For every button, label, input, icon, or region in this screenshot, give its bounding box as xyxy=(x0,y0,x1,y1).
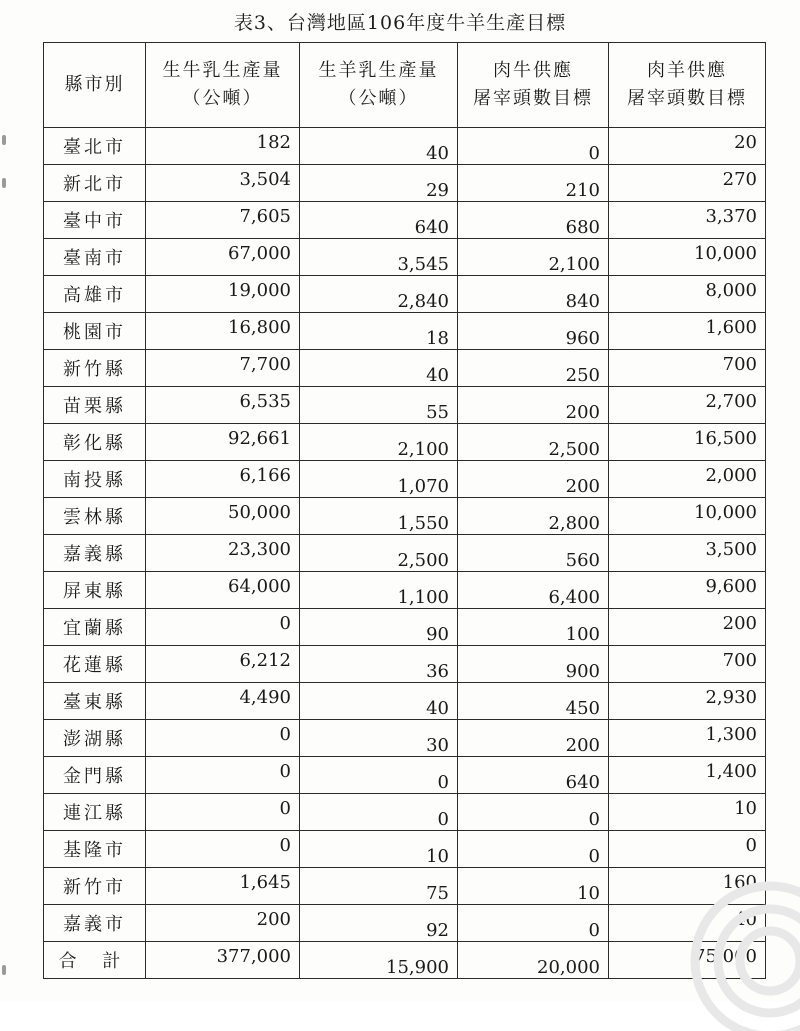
cow-milk-cell: 16,800 xyxy=(146,313,300,350)
county-cell: 屏東縣 xyxy=(44,572,146,609)
table-row xyxy=(44,498,766,535)
mutton-cell: 10,000 xyxy=(609,498,766,535)
county-cell: 彰化縣 xyxy=(44,424,146,461)
mutton-cell: 1,400 xyxy=(609,757,766,794)
table-row xyxy=(44,424,766,461)
goat-milk-cell: 640 xyxy=(300,202,458,239)
total-beef-cell: 20,000 xyxy=(458,942,609,979)
goat-milk-cell: 29 xyxy=(300,165,458,202)
cow-milk-cell: 50,000 xyxy=(146,498,300,535)
goat-milk-cell: 36 xyxy=(300,646,458,683)
table-row xyxy=(44,461,766,498)
county-cell: 臺北市 xyxy=(44,128,146,165)
table-row xyxy=(44,757,766,794)
cow-milk-cell: 0 xyxy=(146,757,300,794)
mutton-cell: 3,500 xyxy=(609,535,766,572)
header-row xyxy=(44,43,766,128)
table-row xyxy=(44,720,766,757)
header-goat-milk-line1: 生羊乳生產量 xyxy=(318,60,439,81)
header-mutton-line2: 屠宰頭數目標 xyxy=(627,88,747,109)
table-row xyxy=(44,165,766,202)
scan-mark xyxy=(2,178,6,188)
table-row xyxy=(44,128,766,165)
watermark-logo xyxy=(670,861,800,1031)
cow-milk-cell: 0 xyxy=(146,609,300,646)
mutton-cell: 160 xyxy=(609,868,766,905)
header-cow-milk xyxy=(146,43,300,128)
goat-milk-cell: 55 xyxy=(300,387,458,424)
total-label-cell: 合 計 xyxy=(44,942,146,979)
table-row xyxy=(44,350,766,387)
cow-milk-cell: 0 xyxy=(146,720,300,757)
total-goat-milk-cell: 15,900 xyxy=(300,942,458,979)
header-beef-line1: 肉牛供應 xyxy=(493,60,573,81)
cow-milk-cell: 0 xyxy=(146,831,300,868)
header-cow-milk-line2: （公噸） xyxy=(182,88,263,109)
goat-milk-cell: 30 xyxy=(300,720,458,757)
beef-cell: 0 xyxy=(458,905,609,942)
mutton-cell: 16,500 xyxy=(609,424,766,461)
county-cell: 新竹縣 xyxy=(44,350,146,387)
mutton-cell: 700 xyxy=(609,646,766,683)
mutton-cell: 40 xyxy=(609,905,766,942)
mutton-cell: 10 xyxy=(609,794,766,831)
table-row xyxy=(44,831,766,868)
header-mutton-line1: 肉羊供應 xyxy=(647,60,727,81)
beef-cell: 200 xyxy=(458,387,609,424)
county-cell: 苗栗縣 xyxy=(44,387,146,424)
county-cell: 南投縣 xyxy=(44,461,146,498)
header-beef xyxy=(458,43,609,128)
table-title: 表3、台灣地區106年度牛羊生產目標 xyxy=(233,12,567,34)
beef-cell: 2,500 xyxy=(458,424,609,461)
county-cell: 新竹市 xyxy=(44,868,146,905)
beef-cell: 680 xyxy=(458,202,609,239)
county-cell: 嘉義市 xyxy=(44,905,146,942)
header-cow-milk-line1: 生牛乳生產量 xyxy=(162,60,283,81)
beef-cell: 0 xyxy=(458,831,609,868)
header-beef-line2: 屠宰頭數目標 xyxy=(473,88,593,109)
beef-cell: 560 xyxy=(458,535,609,572)
cow-milk-cell: 4,490 xyxy=(146,683,300,720)
cow-milk-cell: 19,000 xyxy=(146,276,300,313)
table-row xyxy=(44,868,766,905)
table-row xyxy=(44,276,766,313)
county-cell: 臺東縣 xyxy=(44,683,146,720)
county-cell: 花蓮縣 xyxy=(44,646,146,683)
county-cell: 連江縣 xyxy=(44,794,146,831)
scan-mark xyxy=(2,135,6,145)
goat-milk-cell: 3,545 xyxy=(300,239,458,276)
header-goat-milk xyxy=(300,43,458,128)
scan-mark xyxy=(2,965,6,975)
beef-cell: 640 xyxy=(458,757,609,794)
beef-cell: 210 xyxy=(458,165,609,202)
table-row xyxy=(44,202,766,239)
goat-milk-cell: 75 xyxy=(300,868,458,905)
county-cell: 澎湖縣 xyxy=(44,720,146,757)
county-cell: 臺南市 xyxy=(44,239,146,276)
goat-milk-cell: 1,550 xyxy=(300,498,458,535)
beef-cell: 840 xyxy=(458,276,609,313)
table-row xyxy=(44,387,766,424)
beef-cell: 200 xyxy=(458,720,609,757)
mutton-cell: 3,370 xyxy=(609,202,766,239)
cow-milk-cell: 3,504 xyxy=(146,165,300,202)
cow-milk-cell: 1,645 xyxy=(146,868,300,905)
header-mutton xyxy=(609,43,766,128)
goat-milk-cell: 90 xyxy=(300,609,458,646)
cow-milk-cell: 6,166 xyxy=(146,461,300,498)
beef-cell: 960 xyxy=(458,313,609,350)
total-mutton-cell: 75,000 xyxy=(609,942,766,979)
beef-cell: 100 xyxy=(458,609,609,646)
cow-milk-cell: 6,535 xyxy=(146,387,300,424)
beef-cell: 10 xyxy=(458,868,609,905)
goat-milk-cell: 1,100 xyxy=(300,572,458,609)
table-row xyxy=(44,572,766,609)
table-row xyxy=(44,609,766,646)
county-cell: 基隆市 xyxy=(44,831,146,868)
table-row xyxy=(44,683,766,720)
table-row xyxy=(44,905,766,942)
total-row xyxy=(44,942,766,979)
goat-milk-cell: 0 xyxy=(300,757,458,794)
county-cell: 嘉義縣 xyxy=(44,535,146,572)
county-cell: 臺中市 xyxy=(44,202,146,239)
table-row xyxy=(44,646,766,683)
table-row xyxy=(44,313,766,350)
table-row xyxy=(44,239,766,276)
county-cell: 新北市 xyxy=(44,165,146,202)
county-cell: 金門縣 xyxy=(44,757,146,794)
county-cell: 雲林縣 xyxy=(44,498,146,535)
beef-cell: 900 xyxy=(458,646,609,683)
mutton-cell: 270 xyxy=(609,165,766,202)
goat-milk-cell: 18 xyxy=(300,313,458,350)
mutton-cell: 8,000 xyxy=(609,276,766,313)
header-county: 縣市別 xyxy=(44,43,146,128)
beef-cell: 450 xyxy=(458,683,609,720)
mutton-cell: 10,000 xyxy=(609,239,766,276)
goat-milk-cell: 2,840 xyxy=(300,276,458,313)
county-cell: 高雄市 xyxy=(44,276,146,313)
beef-cell: 2,100 xyxy=(458,239,609,276)
mutton-cell: 2,930 xyxy=(609,683,766,720)
mutton-cell: 2,700 xyxy=(609,387,766,424)
county-cell: 宜蘭縣 xyxy=(44,609,146,646)
total-cow-milk-cell: 377,000 xyxy=(146,942,300,979)
beef-cell: 0 xyxy=(458,128,609,165)
beef-cell: 200 xyxy=(458,461,609,498)
table-row xyxy=(44,535,766,572)
cow-milk-cell: 67,000 xyxy=(146,239,300,276)
goat-milk-cell: 2,500 xyxy=(300,535,458,572)
goat-milk-cell: 92 xyxy=(300,905,458,942)
table-row xyxy=(44,794,766,831)
mutton-cell: 20 xyxy=(609,128,766,165)
beef-cell: 0 xyxy=(458,794,609,831)
table-body xyxy=(44,128,766,979)
cow-milk-cell: 6,212 xyxy=(146,646,300,683)
cow-milk-cell: 64,000 xyxy=(146,572,300,609)
cow-milk-cell: 200 xyxy=(146,905,300,942)
mutton-cell: 1,300 xyxy=(609,720,766,757)
cow-milk-cell: 7,700 xyxy=(146,350,300,387)
goat-milk-cell: 1,070 xyxy=(300,461,458,498)
cow-milk-cell: 0 xyxy=(146,794,300,831)
beef-cell: 250 xyxy=(458,350,609,387)
production-table xyxy=(43,42,766,979)
cow-milk-cell: 182 xyxy=(146,128,300,165)
goat-milk-cell: 2,100 xyxy=(300,424,458,461)
mutton-cell: 9,600 xyxy=(609,572,766,609)
mutton-cell: 200 xyxy=(609,609,766,646)
goat-milk-cell: 0 xyxy=(300,794,458,831)
mutton-cell: 1,600 xyxy=(609,313,766,350)
beef-cell: 2,800 xyxy=(458,498,609,535)
mutton-cell: 700 xyxy=(609,350,766,387)
cow-milk-cell: 7,605 xyxy=(146,202,300,239)
header-goat-milk-line2: （公噸） xyxy=(338,88,419,109)
goat-milk-cell: 40 xyxy=(300,128,458,165)
cow-milk-cell: 23,300 xyxy=(146,535,300,572)
mutton-cell: 0 xyxy=(609,831,766,868)
goat-milk-cell: 40 xyxy=(300,683,458,720)
mutton-cell: 2,000 xyxy=(609,461,766,498)
cow-milk-cell: 92,661 xyxy=(146,424,300,461)
goat-milk-cell: 10 xyxy=(300,831,458,868)
beef-cell: 6,400 xyxy=(458,572,609,609)
goat-milk-cell: 40 xyxy=(300,350,458,387)
county-cell: 桃園市 xyxy=(44,313,146,350)
